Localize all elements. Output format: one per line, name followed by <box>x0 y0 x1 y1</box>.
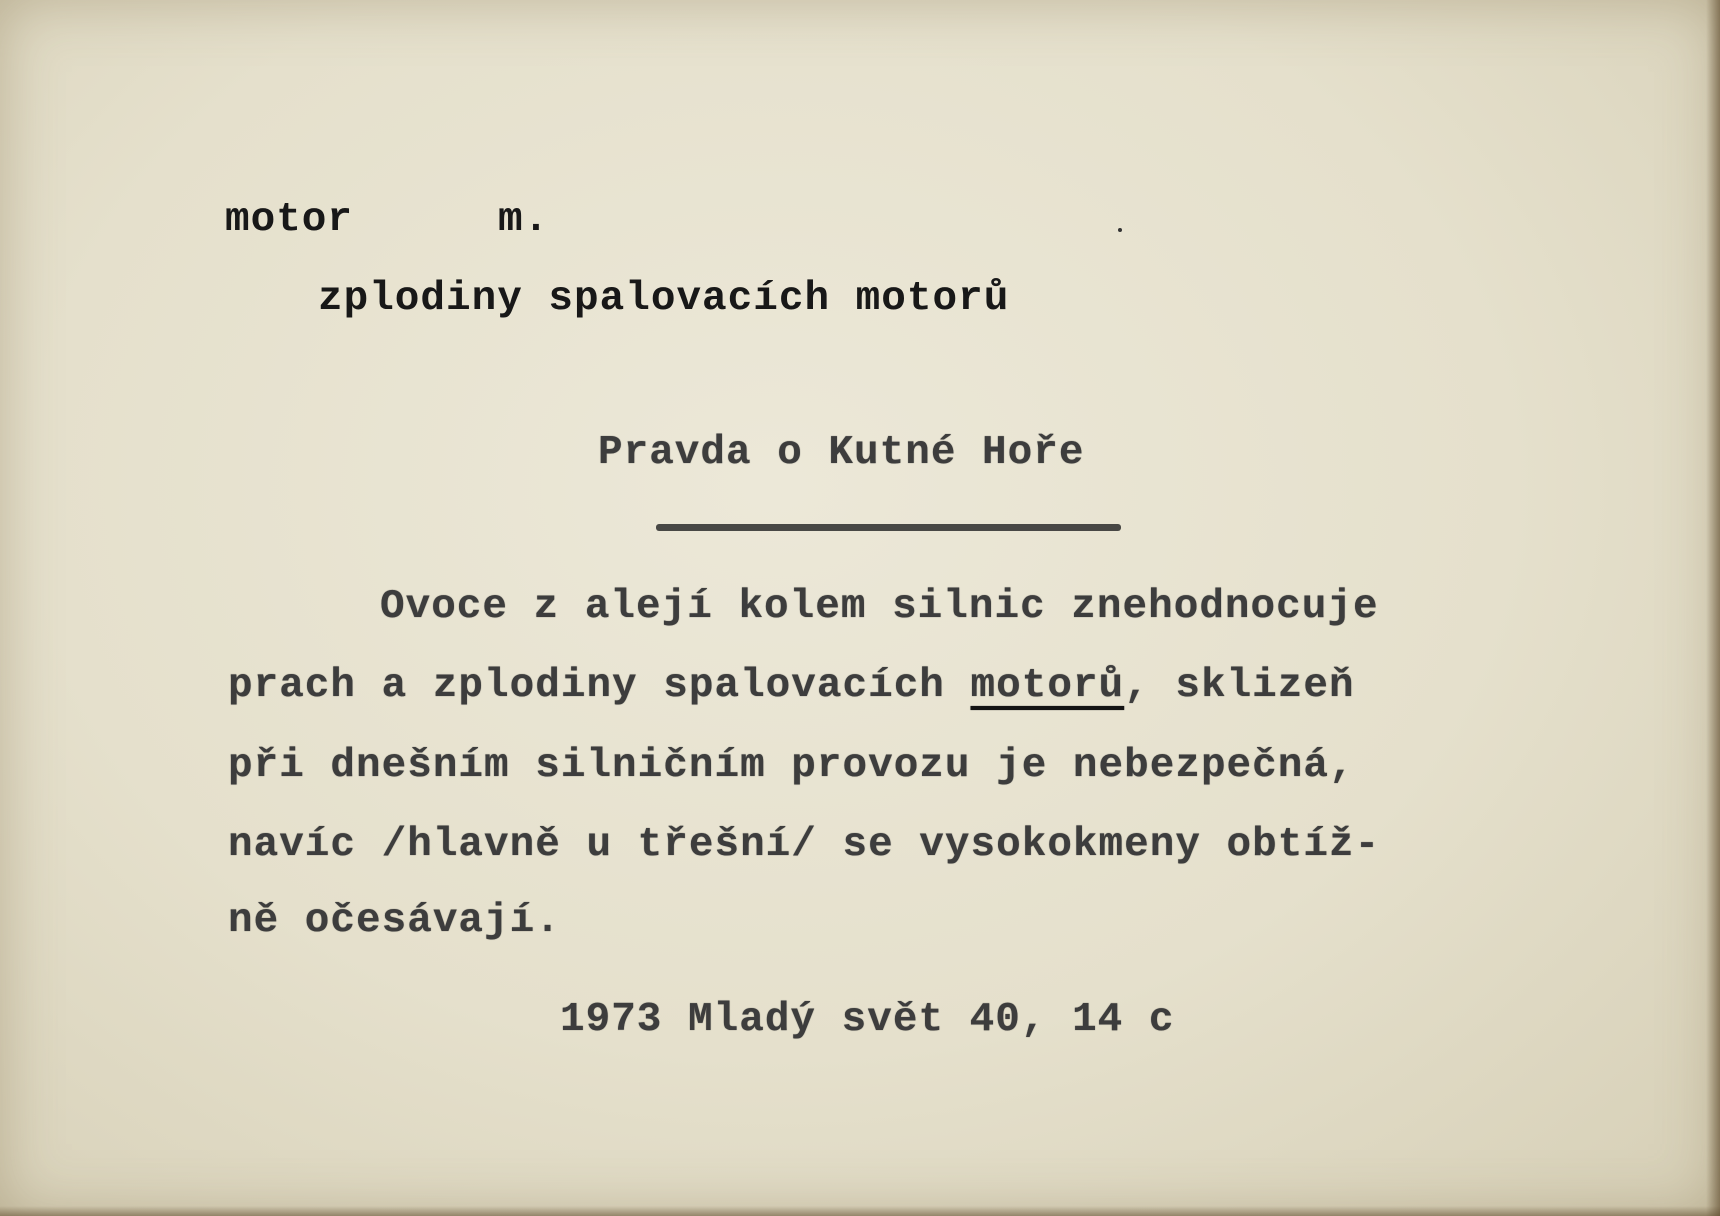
card-edge-shadow-bottom <box>0 1206 1720 1216</box>
underlined-keyword: motorů <box>970 663 1125 709</box>
citation-line-4: navíc /hlavně u třešní/ se vysokokmeny obtíž- <box>228 822 1381 868</box>
ink-speck <box>1118 228 1122 232</box>
citation-line-5: ně očesávají. <box>228 898 561 944</box>
citation-line-3: při dnešním silničním provozu je nebezpečná, <box>228 743 1355 789</box>
title-underline-rule <box>656 524 1121 531</box>
grammar-label: m. <box>498 197 550 243</box>
headword: motor <box>225 197 354 243</box>
card-edge-shadow-right <box>1706 0 1720 1216</box>
citation-title: Pravda o Kutné Hoře <box>598 430 1085 476</box>
citation-line-1: Ovoce z alejí kolem silnic znehodnocuje <box>380 584 1379 630</box>
citation-line-2 <box>228 661 1355 711</box>
example-phrase: zplodiny spalovacích motorů <box>318 276 1010 322</box>
citation-line-2-start: prach a zplodiny spalovacích <box>228 663 971 709</box>
citation-source: 1973 Mladý svět 40, 14 c <box>560 997 1175 1043</box>
citation-line-2-end: , sklizeň <box>1124 663 1355 709</box>
